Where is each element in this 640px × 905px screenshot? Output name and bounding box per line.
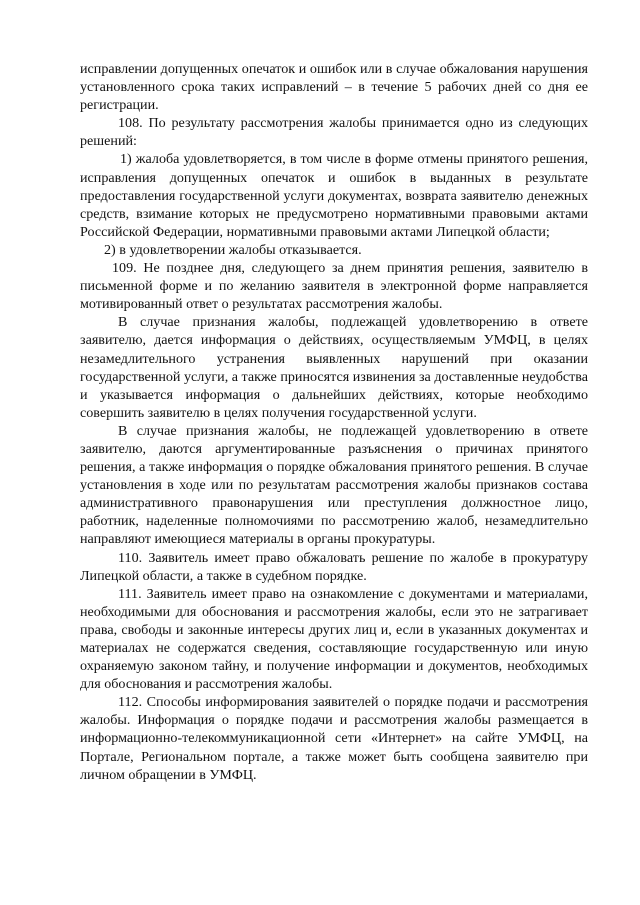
paragraph-108: 108. По результату рассмотрения жалобы принимается одно из следующих решений: bbox=[80, 115, 588, 150]
paragraph-continuation: исправлении допущенных опечаток и ошибок или в случае обжалования нарушения установленного срока таких исправлений – в течение 5 рабочих дней со дня ее регистрации. bbox=[80, 61, 588, 114]
paragraph-108-item-2: 2) в удовлетворении жалобы отказывается. bbox=[104, 241, 362, 258]
paragraph-109-rejected: В случае признания жалобы, не подлежащей удовлетворению в ответе заявителю, даются аргументированные разъяснения о причинах принятого решения, а также информация о порядке обжалования принятого решения. В случае установления в ходе или по результатам рассмотрения жалобы признаков состава административного правонарушения или преступления должностное лицо, работник, наделенные полномочиями по рассмотрению жалоб, незамедлительно направляют имеющиеся материалы в органы прокуратуры. bbox=[80, 422, 588, 548]
paragraph-108-item-1: 1) жалоба удовлетворяется, в том числе в форме отмены принятого решения, исправления допущенных опечаток и ошибок в выданных в результате предоставления государственной услуги документах, возврата заявителю денежных средств, взимание которых не предусмотрено нормативными правовыми актами Российской Федерации, нормативными правовыми актами Липецкой области; bbox=[80, 151, 588, 240]
document-page bbox=[80, 60, 588, 784]
paragraph-111: 111. Заявитель имеет право на ознакомление с документами и материалами, необходимыми для обоснования и рассмотрения жалобы, если это не затрагивает права, свободы и законные интересы других лиц и, если в указанных документах и материалах не содержатся сведения, составляющие государственную или иную охраняемую законом тайну, и получение информации и документов, необходимых для обоснования и рассмотрения жалобы. bbox=[80, 585, 588, 693]
paragraph-112: 112. Способы информирования заявителей о порядке подачи и рассмотрения жалобы. Информация о порядке подачи и рассмотрения жалобы размещается в информационно-телекоммуникационной сети «Интернет» на сайте УМФЦ, на Портале, Региональном портале, а также может быть сообщена заявителю при личном обращении в УМФЦ. bbox=[80, 694, 588, 783]
paragraph-109-satisfied: В случае признания жалобы, подлежащей удовлетворению в ответе заявителю, дается информация о действиях, осуществляемым УМФЦ, в целях незамедлительного устранения выявленных нарушений при оказании государственной услуги, а также приносятся извинения за доставленные неудобства и указывается информация о дальнейших действиях, которые необходимо совершить заявителю в целях получения государственной услуги. bbox=[80, 314, 588, 421]
paragraph-109: 109. Не позднее дня, следующего за днем принятия решения, заявителю в письменной форме и по желанию заявителя в электронной форме направляется мотивированный ответ о результатах рассмотрения жалобы. bbox=[80, 260, 588, 313]
paragraph-110: 110. Заявитель имеет право обжаловать решение по жалобе в прокуратуру Липецкой области, а также в судебном порядке. bbox=[80, 549, 588, 584]
